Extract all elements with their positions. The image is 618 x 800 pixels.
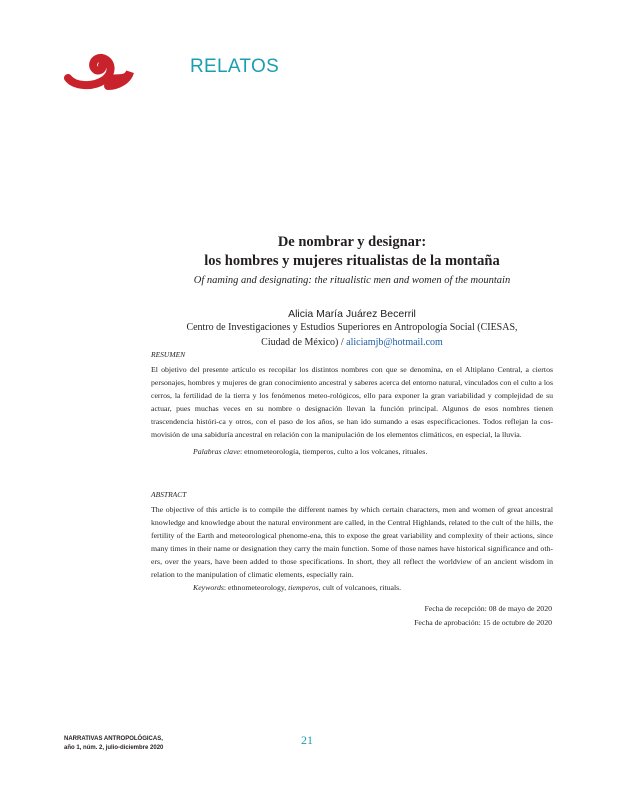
journal-issue: año 1, núm. 2, julio-diciembre 2020 [64, 745, 164, 751]
resumen-keywords [151, 445, 553, 458]
author-affiliation [150, 320, 554, 350]
abstract-text: The objective of this article is to compile the different names by which certain characters, men and women of great ancestral knowledge and knowledge about the natural environment are called, in the Central Highlands, related to the cult of the hills, the fertility of the Earth and meteorological phenome-ena, this to expose the great variability and complexity of their actions, since many times in their name or designation they carry the main function. Some of those names have historical significance and oth-ers, over the years, have been added to those specifications. In short, they all reflect the worldview of an ancient wisdom in relation to the manipulation of climatic elements, especially rain. [151, 505, 553, 579]
abstract-keywords-label: Keywords [193, 583, 224, 592]
article-dates [414, 602, 552, 629]
date-received: Fecha de recepción: 08 de mayo de 2020 [424, 604, 552, 613]
abstract-keywords-prefix: : ethnometeorology, [223, 583, 289, 592]
journal-name: NARRATIVAS ANTROPOLÓGICAS, [64, 736, 163, 742]
abstract-keywords-italic: tiemperos [288, 583, 319, 592]
resumen-keywords-list: : etnometeorología, tiemperos, culto a los volcanes, rituales. [240, 447, 428, 456]
affiliation-city: Ciudad de México) / [261, 337, 347, 348]
section-label: RELATOS [190, 56, 280, 77]
title-line-2: los hombres y mujeres ritualistas de la montaña [204, 253, 500, 269]
abstract-keywords-suffix: , cult of volcanoes, rituals. [318, 583, 402, 592]
resumen-text: El objetivo del presente artículo es recopilar los distintos nombres con que se denomina, en el Altiplano Central, a ciertos personajes, hombres y mujeres de gran conocimiento ancestral y saberes acerca del entorno natural, vinculados con el culto a los cerros, la fertilidad de la tierra y los fenómenos meteo-rológicos, ello para exponer la gran variabilidad y complejidad de su actuar, pues muchas veces en su nombre o designación llevan la función principal. Algunos de esos nombres tienen trascendencia históri-ca y otros, con el paso de los años, se han ido sumando a esas especificaciones. Todos reflejan la cos-movisión de una sabiduría ancestral en relación con la manipulación de los elementos climáticos, en especial, la lluvia. [151, 365, 553, 439]
author-name: Alicia María Juárez Becerril [288, 308, 416, 320]
journal-footer [64, 735, 163, 753]
title-line-1: De nombrar y designar: [277, 234, 427, 250]
abstract-section [151, 488, 553, 594]
author-email-link[interactable]: aliciamjb@hotmail.com [346, 337, 443, 348]
spiral-logo-icon [64, 42, 134, 90]
page-number: 21 [301, 733, 313, 747]
resumen-heading: RESUMEN [151, 350, 186, 359]
abstract-keywords [151, 581, 553, 594]
date-approved: Fecha de aprobación: 15 de octubre de 2020 [414, 617, 552, 627]
article-title [150, 233, 554, 271]
affiliation-line-1: Centro de Investigaciones y Estudios Superiores en Antropología Social (CIESAS, [186, 322, 518, 333]
abstract-heading: ABSTRACT [151, 490, 187, 499]
english-title: Of naming and designating: the ritualistic men and women of the mountain [193, 275, 511, 286]
resumen-section [151, 348, 553, 458]
resumen-keywords-label: Palabras clave [193, 447, 240, 456]
